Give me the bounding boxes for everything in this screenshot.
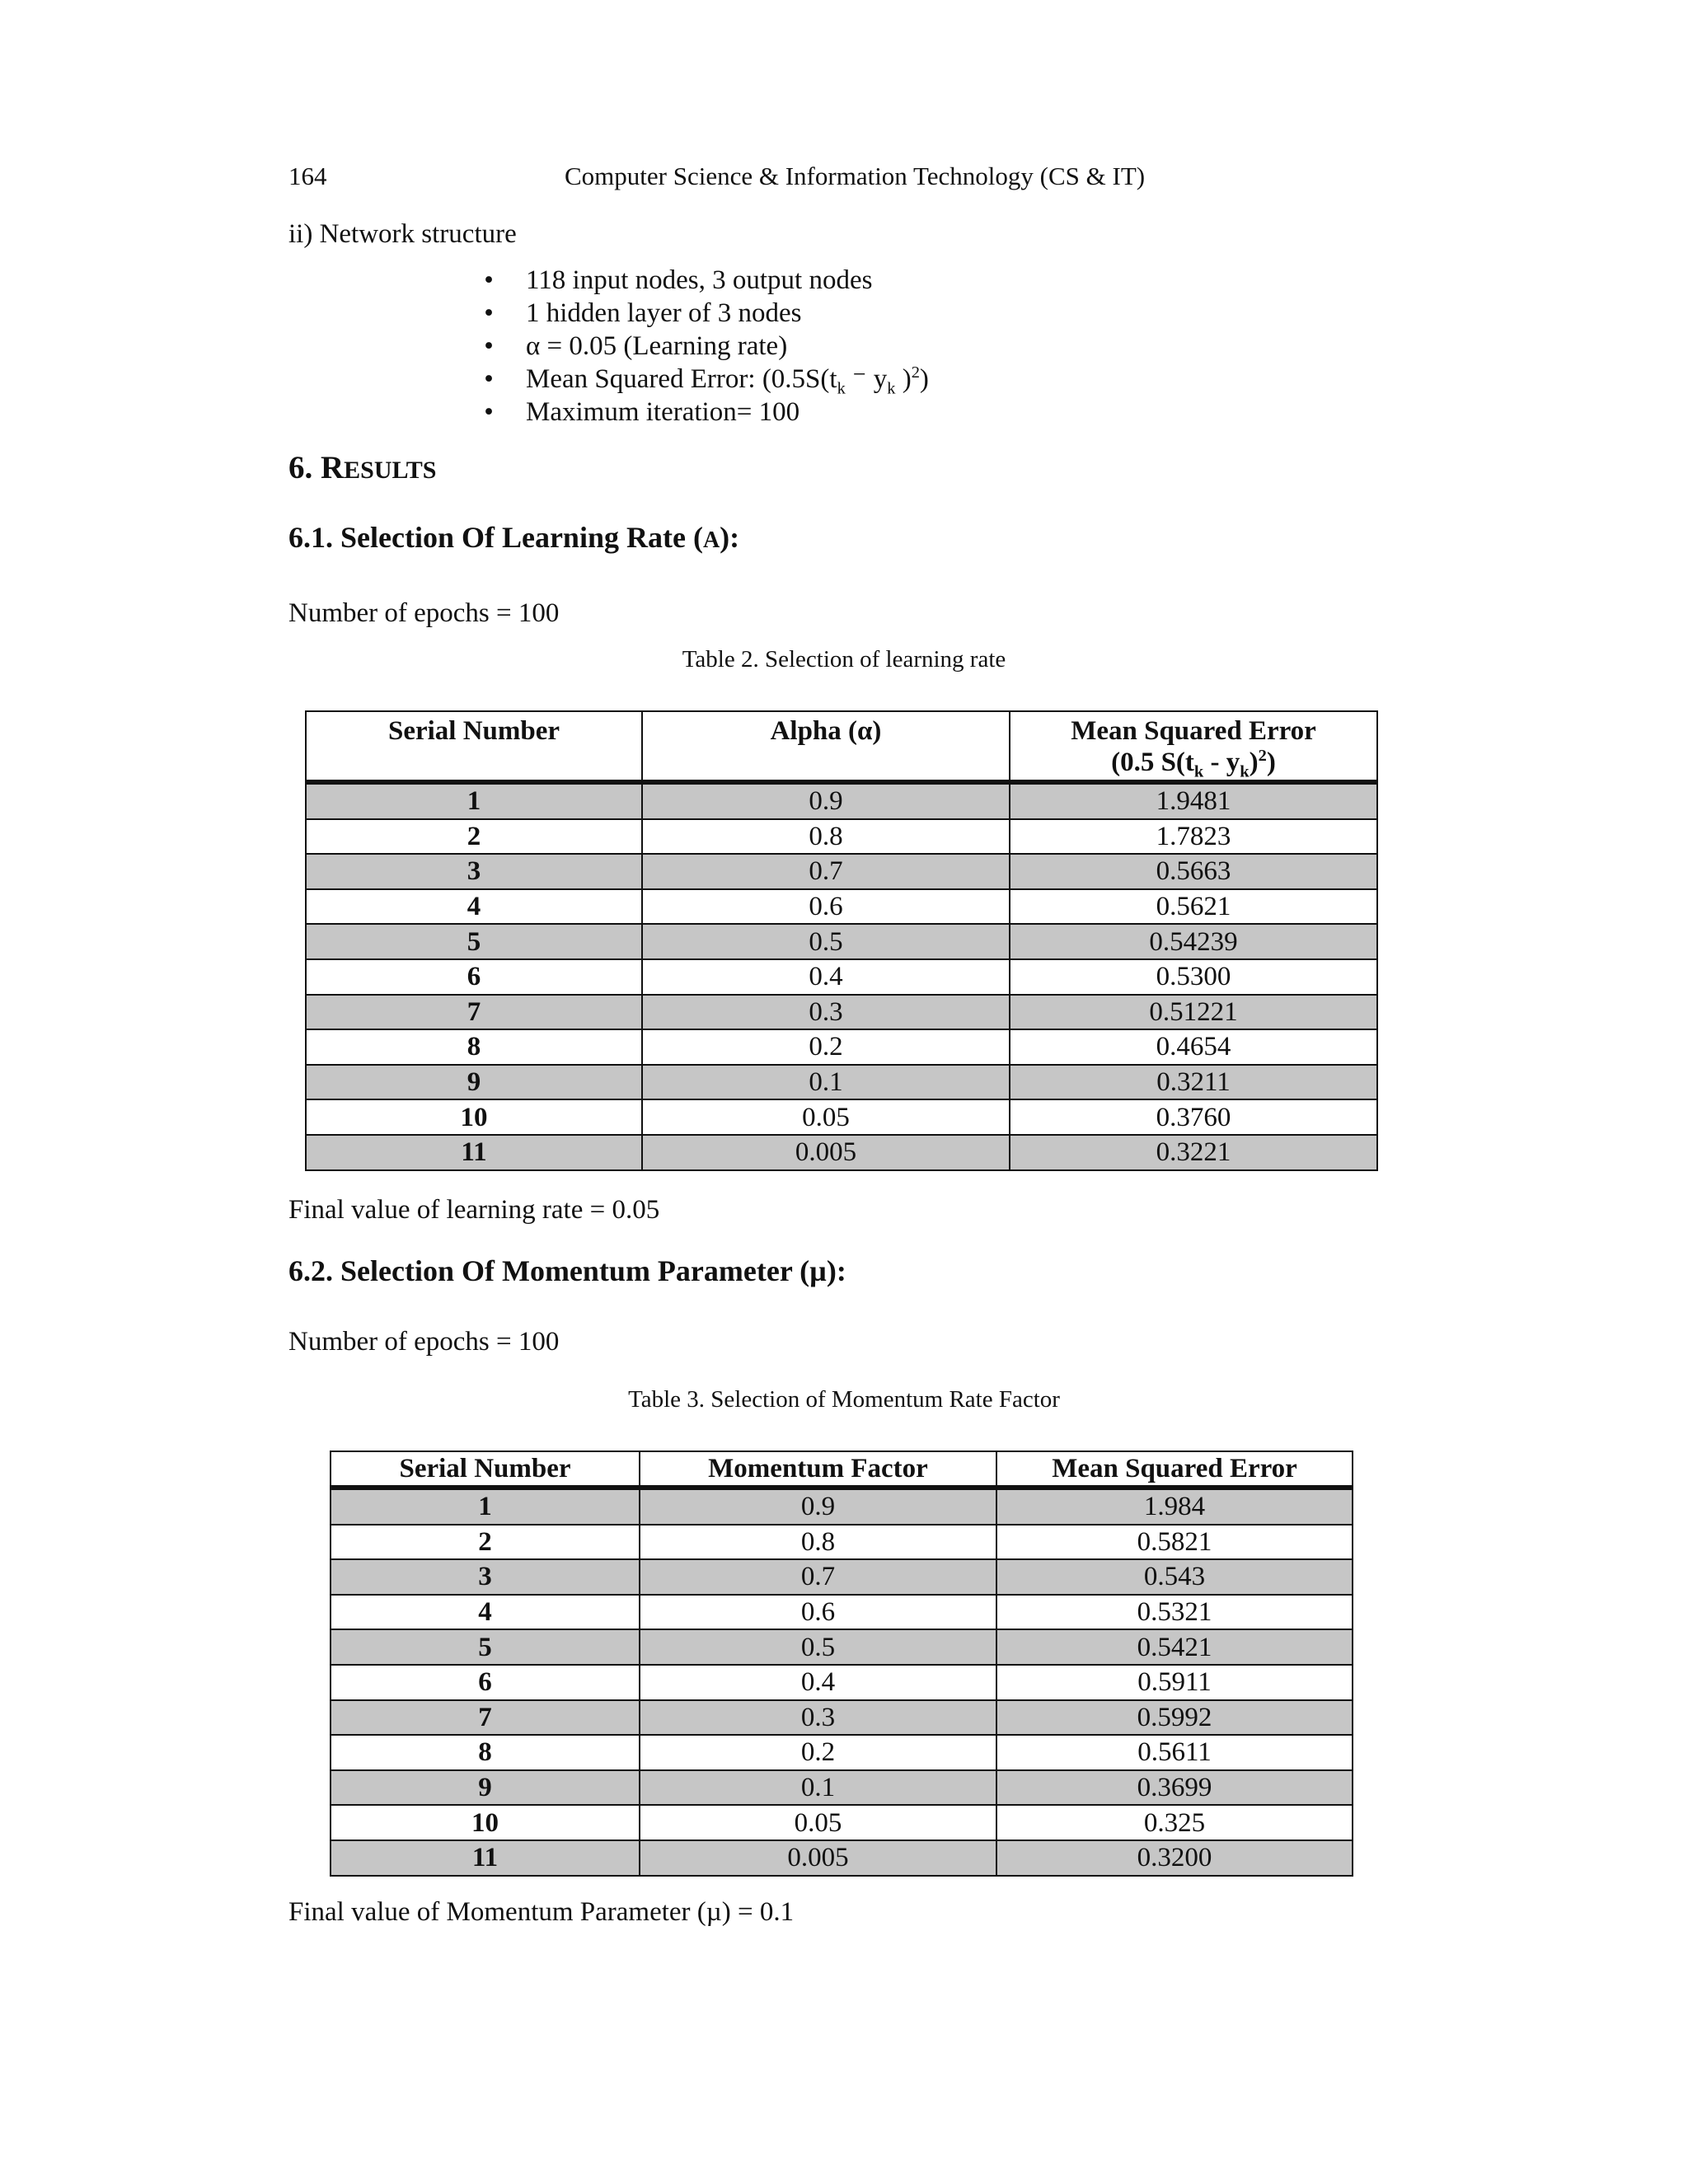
table-cell: 5	[306, 924, 642, 959]
table-cell: 1	[331, 1488, 640, 1525]
table-row	[306, 959, 1377, 995]
epochs-text: Number of epochs = 100	[288, 1327, 560, 1357]
table-cell: 0.543	[996, 1559, 1353, 1595]
bullet-icon: •	[484, 298, 494, 328]
table-row	[306, 995, 1377, 1030]
table-cell: 0.325	[996, 1805, 1353, 1840]
table-row	[331, 1840, 1353, 1876]
table-row	[306, 819, 1377, 855]
table-cell: 0.4	[642, 959, 1010, 995]
table-cell: 7	[306, 995, 642, 1030]
table-cell: 0.3	[642, 995, 1010, 1030]
column-header-alpha: Alpha (α)	[642, 711, 1010, 782]
table-cell: 8	[331, 1735, 640, 1770]
table-row	[331, 1629, 1353, 1665]
table-cell: 0.4654	[1010, 1029, 1377, 1065]
table-cell: 0.3760	[1010, 1099, 1377, 1135]
table-cell: 0.005	[640, 1840, 996, 1876]
table-row	[306, 924, 1377, 959]
table-row	[306, 1029, 1377, 1065]
bullet-item: • α = 0.05 (Learning rate)	[476, 330, 929, 363]
table-cell: 0.6	[642, 889, 1010, 925]
table-cell: 0.6	[640, 1595, 996, 1630]
table-cell: 1.7823	[1010, 819, 1377, 855]
column-header-serial: Serial Number	[331, 1451, 640, 1488]
network-bullet-list	[476, 264, 929, 429]
table-cell: 0.5621	[1010, 889, 1377, 925]
table-cell: 0.9	[640, 1488, 996, 1525]
table-header-row	[306, 711, 1377, 782]
table-cell: 0.5300	[1010, 959, 1377, 995]
table-row	[331, 1559, 1353, 1595]
table-cell: 0.5821	[996, 1525, 1353, 1560]
table-cell: 0.5611	[996, 1735, 1353, 1770]
table-cell: 3	[306, 854, 642, 889]
table-cell: 0.3699	[996, 1770, 1353, 1806]
table-row	[331, 1770, 1353, 1806]
subsection-heading-momentum: 6.2. Selection Of Momentum Parameter (µ):	[288, 1254, 846, 1287]
table-cell: 0.3200	[996, 1840, 1353, 1876]
table-cell: 0.05	[640, 1805, 996, 1840]
table-cell: 7	[331, 1700, 640, 1736]
table-cell: 1.984	[996, 1488, 1353, 1525]
table-cell: 2	[306, 819, 642, 855]
bullet-item: • Maximum iteration= 100	[476, 396, 929, 429]
table-cell: 0.5911	[996, 1665, 1353, 1700]
table-cell: 0.8	[640, 1525, 996, 1560]
table-cell: 0.1	[640, 1770, 996, 1806]
table-cell: 1	[306, 782, 642, 819]
table-row	[331, 1665, 1353, 1700]
table-cell: 8	[306, 1029, 642, 1065]
table-cell: 2	[331, 1525, 640, 1560]
table-cell: 10	[306, 1099, 642, 1135]
table-row	[331, 1488, 1353, 1525]
table-cell: 0.51221	[1010, 995, 1377, 1030]
table-cell: 5	[331, 1629, 640, 1665]
table-row	[306, 1135, 1377, 1170]
table-cell: 0.5992	[996, 1700, 1353, 1736]
table-cell: 11	[331, 1840, 640, 1876]
table-row	[331, 1595, 1353, 1630]
table-cell: 0.4	[640, 1665, 996, 1700]
table-cell: 0.5663	[1010, 854, 1377, 889]
bullet-item: • Mean Squared Error: ($0.5S(t_k$ ⁻ $y_k$ )$^2$)	[476, 363, 929, 396]
bullet-icon: •	[484, 265, 494, 295]
table-row	[306, 782, 1377, 819]
table-cell: 0.5	[640, 1629, 996, 1665]
running-head	[288, 162, 1401, 194]
table-cell: 6	[306, 959, 642, 995]
bullet-item: • 1 hidden layer of 3 nodes	[476, 297, 929, 330]
table-cell: 0.3221	[1010, 1135, 1377, 1170]
bullet-icon: •	[484, 331, 494, 361]
table-cell: 9	[331, 1770, 640, 1806]
page-number: 164	[288, 162, 327, 190]
bullet-icon: •	[484, 397, 494, 427]
table-row	[306, 1099, 1377, 1135]
epochs-text: Number of epochs = 100	[288, 598, 560, 628]
column-header-mse: Mean Squared Error (0.5 $S(t_k - y_k)^2$)	[1010, 711, 1377, 782]
table-cell: 6	[331, 1665, 640, 1700]
table-cell: 3	[331, 1559, 640, 1595]
final-momentum-text: Final value of Momentum Parameter (µ) = 0.1	[288, 1897, 795, 1927]
table-cell: 0.1	[642, 1065, 1010, 1100]
journal-title: Computer Science & Information Technology (CS & IT)	[565, 162, 1146, 190]
table-cell: 0.005	[642, 1135, 1010, 1170]
table-row	[306, 889, 1377, 925]
table-cell: 0.2	[640, 1735, 996, 1770]
table-cell: 1.9481	[1010, 782, 1377, 819]
table-cell: 0.05	[642, 1099, 1010, 1135]
table-caption: Table 3. Selection of Momentum Rate Factor	[628, 1386, 1060, 1413]
table-row	[331, 1735, 1353, 1770]
network-structure-heading: ii) Network structure	[288, 219, 517, 249]
table-row	[331, 1700, 1353, 1736]
column-header-momentum: Momentum Factor	[640, 1451, 996, 1488]
table-caption: Table 2. Selection of learning rate	[682, 646, 1006, 673]
bullet-icon: •	[484, 364, 494, 394]
table-row	[306, 854, 1377, 889]
table-cell: 0.5	[642, 924, 1010, 959]
table-cell: 0.5321	[996, 1595, 1353, 1630]
final-learning-rate-text: Final value of learning rate = 0.05	[288, 1195, 660, 1225]
table-cell: 11	[306, 1135, 642, 1170]
learning-rate-table	[305, 710, 1378, 1171]
table-cell: 0.3211	[1010, 1065, 1377, 1100]
table-row	[306, 1065, 1377, 1100]
section-heading-results: 6. RESULTS	[288, 450, 437, 485]
table-cell: 9	[306, 1065, 642, 1100]
table-header-row	[331, 1451, 1353, 1488]
table-cell: 0.5421	[996, 1629, 1353, 1665]
table-cell: 4	[331, 1595, 640, 1630]
table-cell: 0.7	[640, 1559, 996, 1595]
subsection-heading-learning-rate: 6.1. Selection Of Learning Rate (A):	[288, 521, 740, 554]
bullet-item: • 118 input nodes, 3 output nodes	[476, 264, 929, 297]
table-cell: 0.54239	[1010, 924, 1377, 959]
table-cell: 4	[306, 889, 642, 925]
table-cell: 0.3	[640, 1700, 996, 1736]
table-cell: 0.2	[642, 1029, 1010, 1065]
momentum-table	[330, 1451, 1353, 1877]
table-cell: 0.8	[642, 819, 1010, 855]
table-cell: 0.9	[642, 782, 1010, 819]
table-row	[331, 1805, 1353, 1840]
table-cell: 0.7	[642, 854, 1010, 889]
column-header-serial: Serial Number	[306, 711, 642, 782]
table-row	[331, 1525, 1353, 1560]
table-cell: 10	[331, 1805, 640, 1840]
column-header-mse: Mean Squared Error	[996, 1451, 1353, 1488]
